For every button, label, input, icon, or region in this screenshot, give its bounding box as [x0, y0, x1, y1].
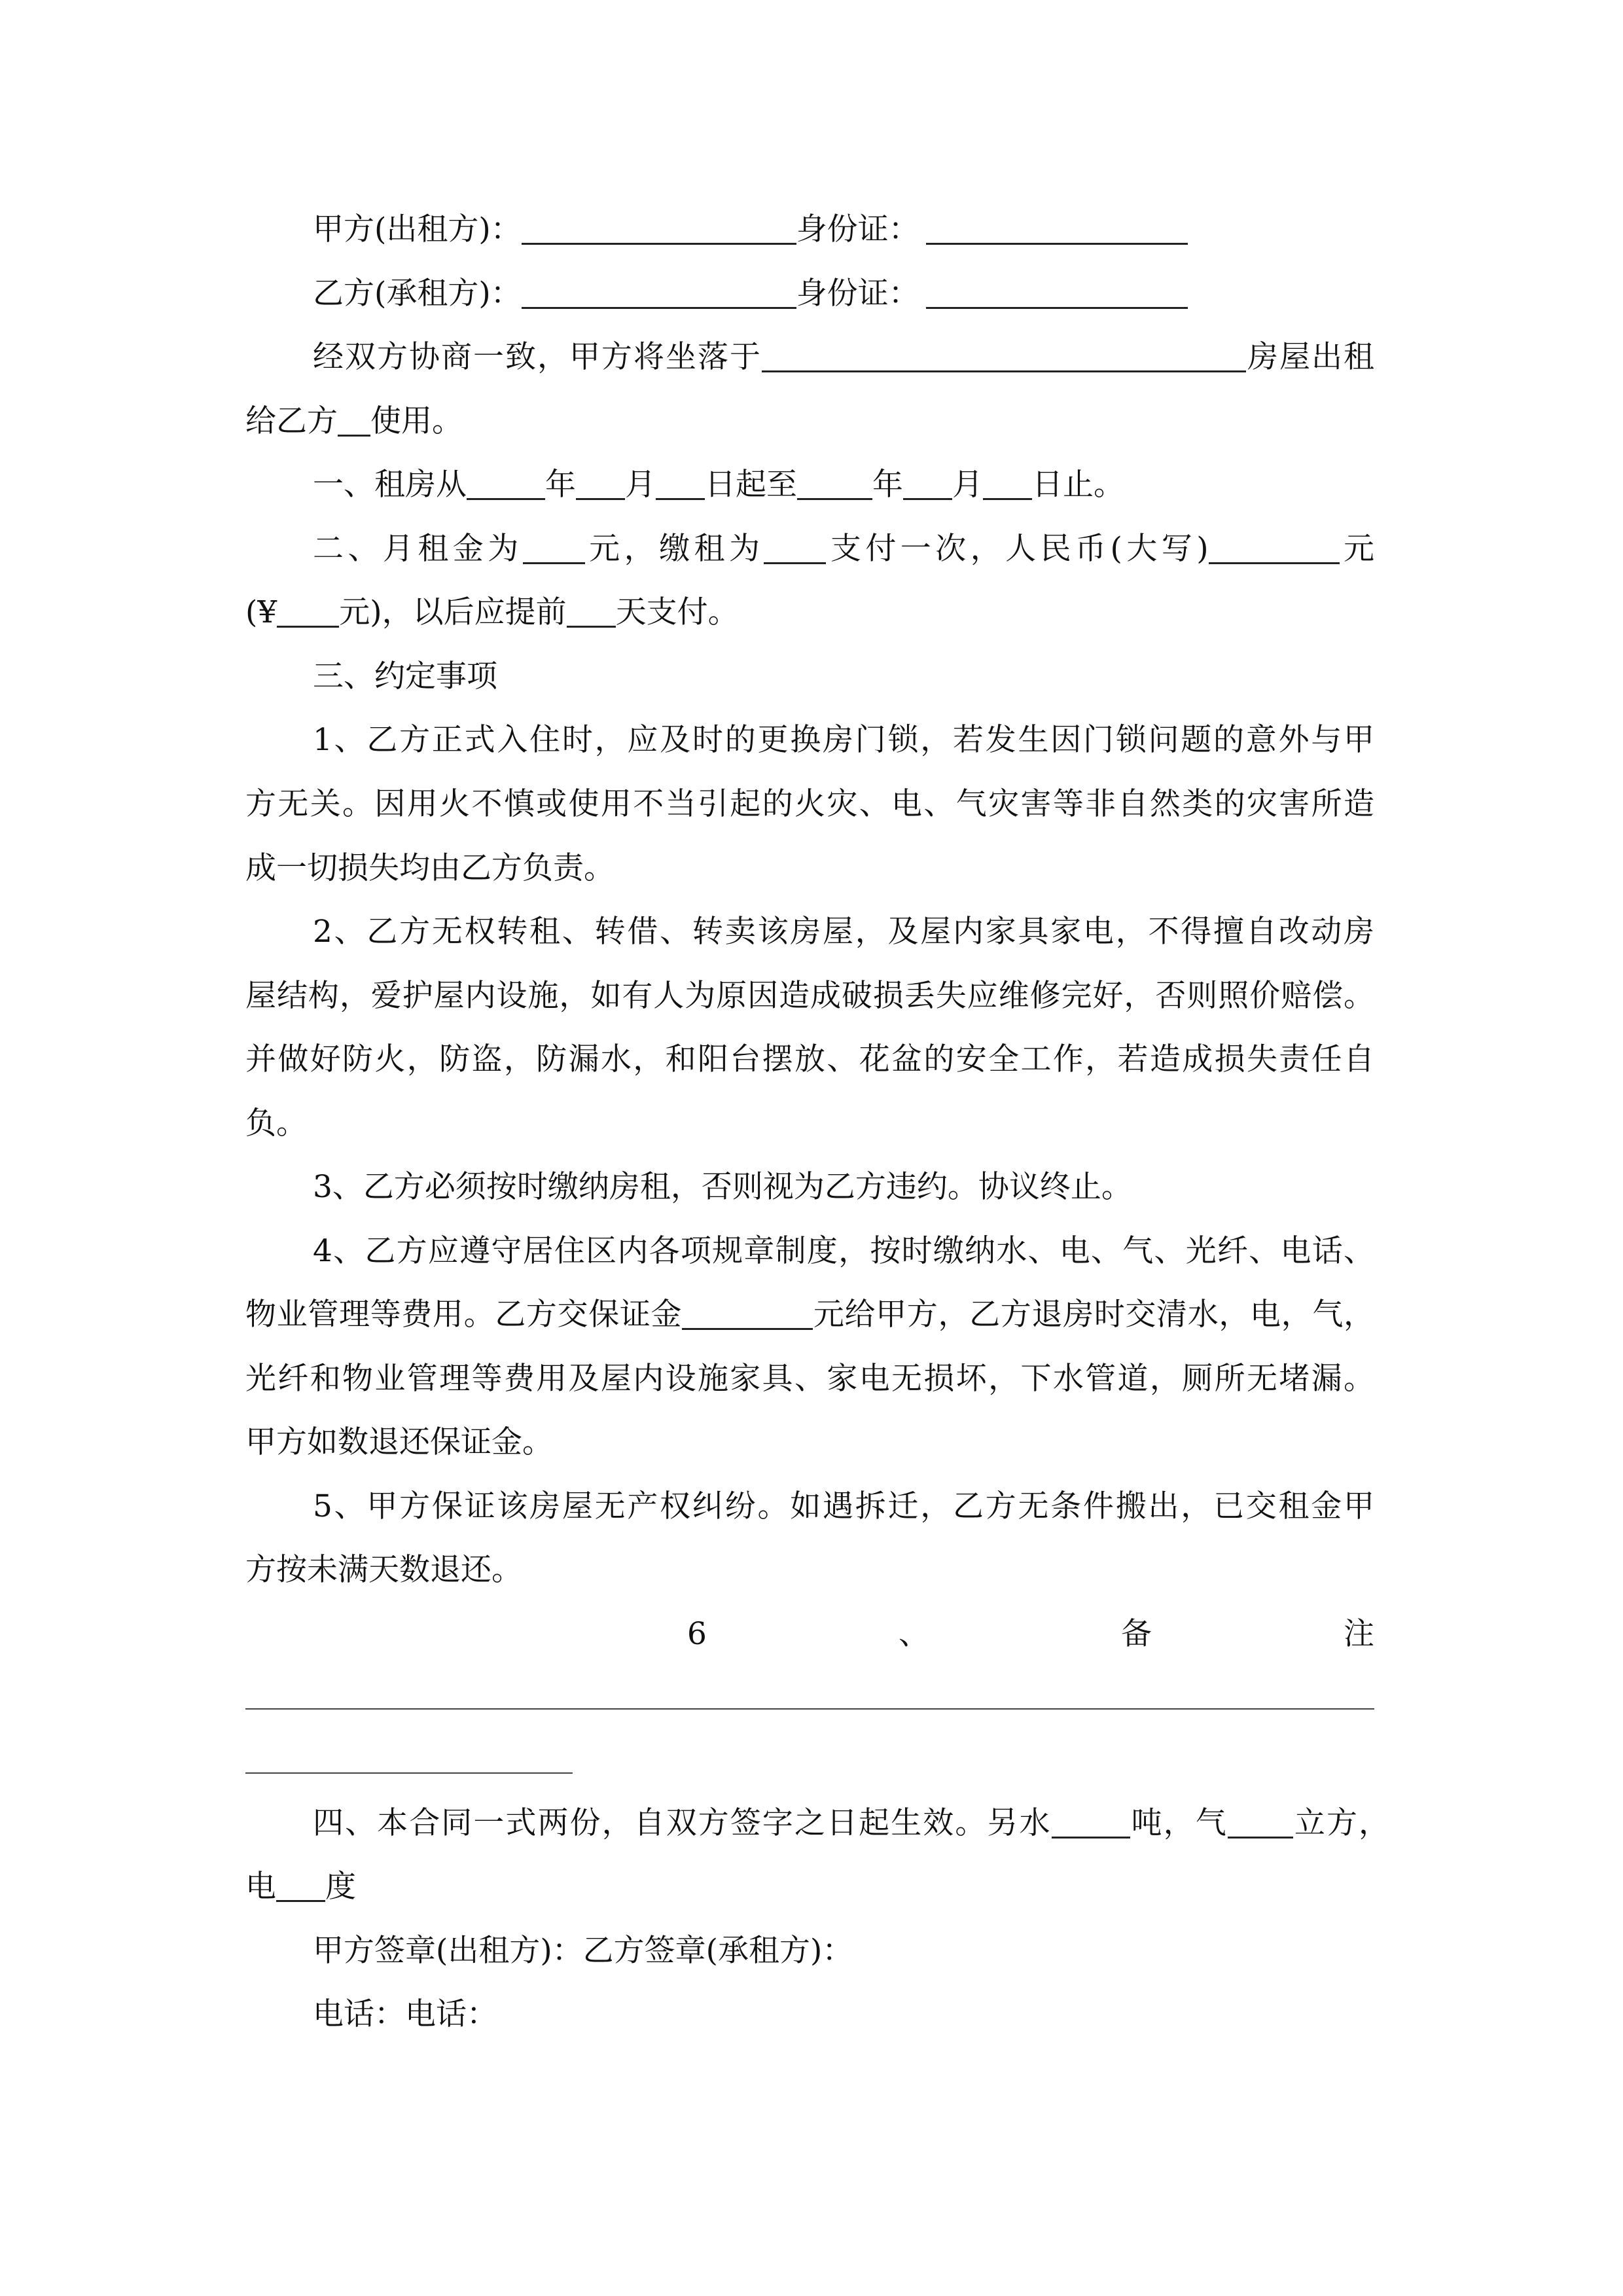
paragraph-line: 方无关。因用火不慎或使用不当引起的火灾、电、气灾害等非自然类的灾害所造	[245, 786, 1374, 822]
signature-line: 甲方签章(出租方)：乙方签章(承租方)：	[313, 1933, 853, 1969]
blank-field	[656, 457, 705, 500]
blank-field	[1052, 1796, 1130, 1839]
section-3-heading: 三、约定事项	[313, 658, 497, 694]
paragraph-line: 方按未满天数退还。	[245, 1552, 522, 1588]
blank-field	[983, 457, 1032, 500]
blank-field	[926, 266, 1188, 309]
text: 日止。	[1032, 467, 1124, 503]
text: 一、租房从	[313, 467, 467, 503]
blank-field	[567, 585, 616, 628]
blank-field	[797, 457, 872, 500]
paragraph-line: 5、甲方保证该房屋无产权纠纷。如遇拆迁，乙方无条件搬出，已交租金甲	[313, 1488, 1374, 1524]
tenant-line	[313, 262, 1374, 326]
blank-field	[576, 457, 625, 500]
blank-field	[903, 457, 952, 500]
paragraph-line	[313, 325, 1374, 389]
text: 元给甲方，乙方退房时交清水，电，气，	[813, 1297, 1374, 1333]
text: 元	[1339, 531, 1374, 567]
blank-field	[523, 522, 585, 564]
text: 6	[687, 1616, 707, 1652]
text: 、	[898, 1616, 929, 1652]
text: 日起至	[705, 467, 797, 503]
phone-line: 电话：电话：	[313, 1996, 497, 2032]
text: 年	[545, 467, 576, 503]
blank-field	[467, 457, 545, 500]
text: 月	[625, 467, 656, 503]
remarks-heading	[687, 1602, 1374, 1666]
label: 身份证：	[796, 276, 919, 312]
blank-field	[338, 394, 370, 437]
text: 度	[325, 1869, 356, 1905]
text: 房屋出租	[1246, 339, 1374, 375]
paragraph-line: 光纤和物业管理等费用及屋内设施家具、家电无损坏，下水管道，厕所无堵漏。	[245, 1361, 1374, 1397]
text: 二、月租金为	[313, 531, 523, 567]
text: 元)，以后应提前	[339, 594, 567, 630]
text: 给乙方	[245, 403, 338, 439]
text: 注	[1344, 1616, 1374, 1652]
blank-field	[926, 202, 1188, 245]
text: 备	[1120, 1616, 1152, 1652]
text: 元，缴租为	[584, 531, 764, 567]
blank-field	[764, 522, 826, 564]
paragraph-line: 并做好防火，防盗，防漏水，和阳台摆放、花盆的安全工作，若造成损失责任自	[245, 1041, 1374, 1077]
text: 经双方协商一致，甲方将坐落于	[313, 339, 762, 375]
paragraph-line	[245, 1283, 1374, 1347]
text: 电	[245, 1869, 276, 1905]
paragraph-line: 1、乙方正式入住时，应及时的更换房门锁，若发生因门锁问题的意外与甲	[313, 722, 1374, 758]
remarks-line	[245, 1772, 573, 1774]
paragraph-line	[245, 389, 1374, 454]
landlord-line	[313, 198, 1374, 262]
paragraph-line: 4、乙方应遵守居住区内各项规章制度，按时缴纳水、电、气、光纤、电话、	[313, 1233, 1374, 1269]
text: 吨，气	[1130, 1805, 1228, 1841]
text: 使用。	[370, 403, 463, 439]
paragraph-line: 屋结构，爱护屋内设施，如有人为原因造成破损丢失应维修完好，否则照价赔偿。	[245, 978, 1374, 1014]
text: 天支付。	[615, 594, 739, 630]
text: (¥	[245, 594, 277, 630]
section-4-line	[313, 1791, 1389, 1856]
blank-field	[276, 1859, 325, 1902]
label: 乙方(承租方)：	[313, 276, 522, 312]
label: 身份证：	[796, 211, 919, 247]
paragraph-line: 成一切损失均由乙方负责。	[245, 850, 615, 886]
blank-field	[682, 1287, 813, 1330]
blank-field	[522, 202, 796, 245]
remarks-line	[245, 1708, 1374, 1710]
blank-field	[522, 266, 796, 309]
paragraph-line: 负。	[245, 1105, 307, 1141]
blank-field	[277, 585, 339, 628]
text: 立方，	[1293, 1805, 1390, 1841]
text: 支付一次，人民币(大写)	[826, 531, 1209, 567]
text: 月	[952, 467, 983, 503]
text: 物业管理等费用。乙方交保证金	[245, 1297, 683, 1333]
text: 四、本合同一式两份，自双方签字之日起生效。另水	[313, 1805, 1052, 1841]
clause-2-rent	[313, 517, 1374, 581]
blank-field	[1228, 1796, 1293, 1839]
paragraph-line: 甲方如数退还保证金。	[245, 1424, 553, 1460]
paragraph-line	[245, 1855, 1374, 1919]
label: 甲方(出租方)：	[313, 211, 522, 247]
blank-field	[1209, 522, 1340, 564]
clause-1-term	[313, 453, 1374, 517]
paragraph-line: 3、乙方必须按时缴纳房租，否则视为乙方违约。协议终止。	[313, 1169, 1132, 1205]
paragraph-line: 2、乙方无权转租、转借、转卖该房屋，及屋内家具家电，不得擅自改动房	[313, 914, 1374, 950]
blank-field	[762, 330, 1246, 372]
paragraph-line	[245, 581, 1374, 645]
text: 年	[872, 467, 903, 503]
